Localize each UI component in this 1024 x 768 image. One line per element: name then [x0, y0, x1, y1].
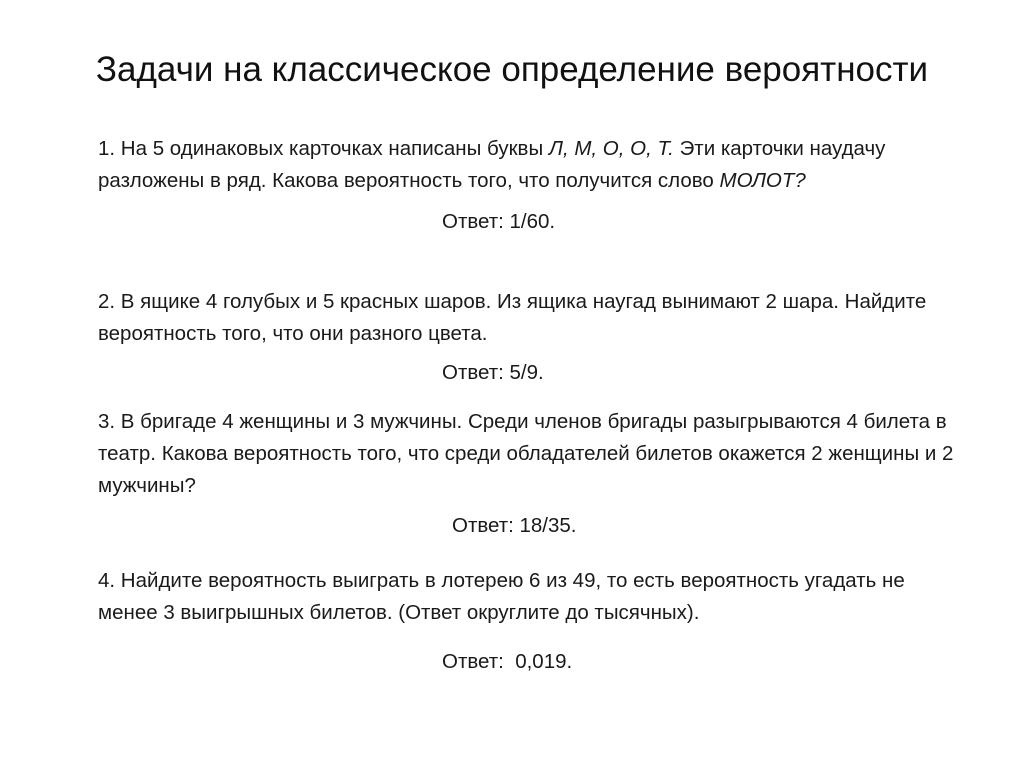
problem-3-answer: Ответ: 18/35.	[452, 514, 577, 537]
problem-2-answer: Ответ: 5/9.	[442, 361, 544, 384]
problem-1-text-start: 1. На 5 одинаковых карточках написаны буквы	[98, 137, 549, 160]
problem-1	[98, 133, 958, 197]
problem-1-letters: Л, М, О, О, Т.	[548, 137, 674, 160]
problem-1-text-middle: Эти карточки наудачу разложены в ряд. Какова вероятность того, что получится слово	[98, 137, 886, 192]
slide-title: Задачи на классическое определение вероятности	[95, 50, 929, 89]
problem-4: 4. Найдите вероятность выиграть в лотерею 6 из 49, то есть вероятность угадать не менее 3 выигрышных билетов. (Ответ округлите до тысячных).	[98, 569, 905, 624]
problem-3: 3. В бригаде 4 женщины и 3 мужчины. Среди членов бригады разыгрываются 4 билета в театр. Какова вероятность того, что среди обладателей билетов окажется 2 женщины и 2 мужчины?	[98, 410, 954, 497]
problem-1-answer: Ответ: 1/60.	[442, 210, 556, 233]
problem-1-word: МОЛОТ?	[719, 169, 806, 192]
problem-4-answer: Ответ: 0,019.	[442, 650, 573, 673]
problem-2: 2. В ящике 4 голубых и 5 красных шаров. Из ящика наугад вынимают 2 шара. Найдите вероятность того, что они разного цвета.	[98, 290, 927, 345]
